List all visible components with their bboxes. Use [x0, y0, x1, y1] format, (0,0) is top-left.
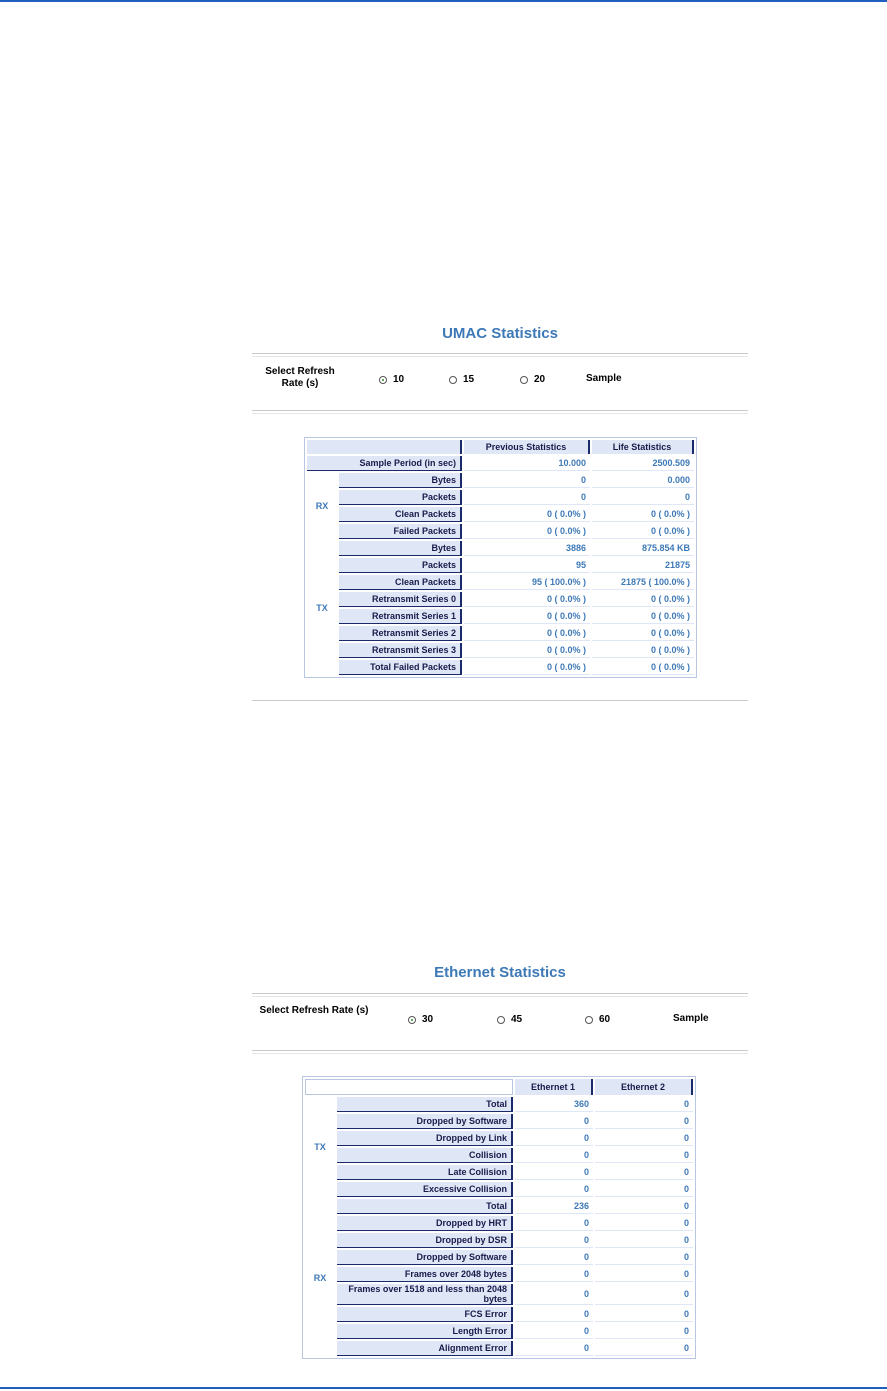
row-label: Bytes — [339, 473, 462, 488]
table-row — [305, 1216, 693, 1231]
umac-mid-divider — [252, 410, 748, 414]
ethernet-top-divider — [252, 993, 748, 997]
rx-group-label: RX — [305, 1199, 335, 1356]
row-prev: 0 ( 0.0% ) — [464, 524, 590, 539]
row-ethernet-2: 0 — [595, 1216, 693, 1231]
table-row — [305, 1284, 693, 1305]
row-ethernet-2: 0 — [595, 1250, 693, 1265]
row-life: 875.854 KB — [592, 541, 694, 556]
row-label: Clean Packets — [339, 575, 462, 590]
row-ethernet-2: 0 — [595, 1324, 693, 1339]
table-row — [305, 1307, 693, 1322]
row-life: 0 — [592, 490, 694, 505]
table-row — [307, 490, 694, 505]
row-label: Collision — [337, 1148, 513, 1163]
umac-refresh-label: Select Refresh Rate (s) — [265, 366, 335, 389]
table-row — [305, 1131, 693, 1146]
header-blank — [307, 440, 462, 454]
ethernet-section — [252, 960, 748, 1380]
row-label: Alignment Error — [337, 1341, 513, 1356]
row-label: Dropped by HRT — [337, 1216, 513, 1231]
row-life: 0.000 — [592, 473, 694, 488]
ethernet-rate-label: 45 — [511, 1014, 523, 1025]
row-ethernet-2: 0 — [595, 1284, 693, 1305]
ethernet-rate-option-2[interactable] — [585, 1014, 610, 1025]
table-row — [307, 507, 694, 522]
row-ethernet-1: 0 — [515, 1165, 593, 1180]
row-prev: 0 ( 0.0% ) — [464, 660, 590, 675]
row-prev: 0 ( 0.0% ) — [464, 626, 590, 641]
row-ethernet-1: 0 — [515, 1182, 593, 1197]
radio-unselected-icon[interactable] — [520, 376, 528, 384]
umac-rate-label: 10 — [393, 374, 405, 385]
row-label: Dropped by DSR — [337, 1233, 513, 1248]
row-ethernet-2: 0 — [595, 1148, 693, 1163]
row-ethernet-2: 0 — [595, 1131, 693, 1146]
row-prev: 0 ( 0.0% ) — [464, 643, 590, 658]
row-prev: 0 ( 0.0% ) — [464, 609, 590, 624]
row-label: Bytes — [339, 541, 462, 556]
ethernet-sample-label: Sample — [673, 1013, 709, 1024]
row-life: 0 ( 0.0% ) — [592, 524, 694, 539]
row-ethernet-1: 236 — [515, 1199, 593, 1214]
header-ethernet-1: Ethernet 1 — [515, 1079, 593, 1095]
row-ethernet-1: 0 — [515, 1341, 593, 1356]
row-label: Excessive Collision — [337, 1182, 513, 1197]
row-label: Dropped by Software — [337, 1250, 513, 1265]
row-label: Total Failed Packets — [339, 660, 462, 675]
ethernet-stats-table — [302, 1076, 696, 1359]
umac-stats-table — [304, 437, 697, 678]
header-life: Life Statistics — [592, 440, 694, 454]
header-previous: Previous Statistics — [464, 440, 590, 454]
row-label: Frames over 1518 and less than 2048 bytes — [337, 1284, 513, 1305]
row-ethernet-2: 0 — [595, 1097, 693, 1112]
table-row — [307, 592, 694, 607]
row-label: Retransmit Series 3 — [339, 643, 462, 658]
umac-rate-label: 20 — [534, 374, 546, 385]
row-prev: 0 ( 0.0% ) — [464, 592, 590, 607]
row-ethernet-1: 0 — [515, 1148, 593, 1163]
ethernet-mid-divider — [252, 1050, 748, 1054]
table-row — [307, 609, 694, 624]
row-prev: 0 ( 0.0% ) — [464, 507, 590, 522]
row-ethernet-2: 0 — [595, 1307, 693, 1322]
table-row — [305, 1233, 693, 1248]
row-label: Dropped by Software — [337, 1114, 513, 1129]
row-prev: 0 — [464, 473, 590, 488]
row-life: 0 ( 0.0% ) — [592, 507, 694, 522]
ethernet-rate-option-1[interactable] — [497, 1014, 522, 1025]
ethernet-refresh-label: Select Refresh Rate (s) — [259, 1005, 369, 1016]
row-label: Retransmit Series 1 — [339, 609, 462, 624]
radio-selected-icon[interactable] — [379, 376, 387, 384]
row-label: Retransmit Series 2 — [339, 626, 462, 641]
table-row — [305, 1182, 693, 1197]
tx-group-label: TX — [307, 541, 337, 675]
row-prev: 3886 — [464, 541, 590, 556]
page-bottom-rule — [0, 1387, 887, 1389]
row-ethernet-2: 0 — [595, 1165, 693, 1180]
row-ethernet-1: 0 — [515, 1131, 593, 1146]
row-ethernet-1: 0 — [515, 1114, 593, 1129]
table-row — [305, 1148, 693, 1163]
umac-sample-label: Sample — [586, 373, 622, 384]
table-row — [307, 541, 694, 556]
row-label: Late Collision — [337, 1165, 513, 1180]
row-life: 0 ( 0.0% ) — [592, 643, 694, 658]
row-life: 0 ( 0.0% ) — [592, 609, 694, 624]
row-label: Total — [337, 1097, 513, 1112]
umac-title: UMAC Statistics — [442, 325, 558, 342]
row-life: 0 ( 0.0% ) — [592, 592, 694, 607]
rx-group-label: RX — [307, 473, 337, 539]
row-life: 21875 ( 100.0% ) — [592, 575, 694, 590]
row-ethernet-1: 0 — [515, 1233, 593, 1248]
row-ethernet-1: 0 — [515, 1250, 593, 1265]
sample-period-prev: 10.000 — [464, 456, 590, 471]
table-row — [305, 1324, 693, 1339]
table-row — [307, 660, 694, 675]
row-ethernet-2: 0 — [595, 1267, 693, 1282]
table-row — [307, 558, 694, 573]
umac-rate-label: 15 — [463, 374, 475, 385]
row-life: 0 ( 0.0% ) — [592, 660, 694, 675]
header-ethernet-2: Ethernet 2 — [595, 1079, 693, 1095]
umac-rate-option-2[interactable] — [520, 374, 545, 385]
row-label: Total — [337, 1199, 513, 1214]
row-ethernet-2: 0 — [595, 1341, 693, 1356]
row-ethernet-1: 0 — [515, 1324, 593, 1339]
table-row — [305, 1250, 693, 1265]
table-row — [305, 1341, 693, 1356]
row-label: FCS Error — [337, 1307, 513, 1322]
row-prev: 95 — [464, 558, 590, 573]
radio-unselected-icon[interactable] — [585, 1016, 593, 1024]
umac-rate-option-0[interactable] — [379, 374, 404, 385]
row-ethernet-1: 0 — [515, 1216, 593, 1231]
row-ethernet-2: 0 — [595, 1114, 693, 1129]
row-label: Packets — [339, 558, 462, 573]
table-row — [305, 1097, 693, 1112]
table-row — [305, 1165, 693, 1180]
row-ethernet-2: 0 — [595, 1233, 693, 1248]
table-row — [307, 575, 694, 590]
row-life: 21875 — [592, 558, 694, 573]
row-label: Retransmit Series 0 — [339, 592, 462, 607]
header-blank — [305, 1079, 513, 1095]
umac-section — [252, 320, 748, 705]
row-ethernet-1: 0 — [515, 1307, 593, 1322]
page-top-rule — [0, 0, 887, 2]
table-row — [307, 524, 694, 539]
row-prev: 0 — [464, 490, 590, 505]
ethernet-rate-label: 60 — [599, 1014, 611, 1025]
ethernet-title: Ethernet Statistics — [434, 964, 566, 981]
row-ethernet-1: 0 — [515, 1267, 593, 1282]
row-label: Frames over 2048 bytes — [337, 1267, 513, 1282]
table-row — [307, 473, 694, 488]
row-ethernet-2: 0 — [595, 1182, 693, 1197]
ethernet-rate-option-0[interactable] — [408, 1014, 433, 1025]
row-label: Failed Packets — [339, 524, 462, 539]
table-row — [307, 626, 694, 641]
row-label: Clean Packets — [339, 507, 462, 522]
row-label: Length Error — [337, 1324, 513, 1339]
row-ethernet-2: 0 — [595, 1199, 693, 1214]
tx-group-label: TX — [305, 1097, 335, 1197]
umac-top-divider — [252, 353, 748, 357]
sample-period-life: 2500.509 — [592, 456, 694, 471]
table-row — [305, 1199, 693, 1214]
row-life: 0 ( 0.0% ) — [592, 626, 694, 641]
row-ethernet-1: 360 — [515, 1097, 593, 1112]
row-ethernet-1: 0 — [515, 1284, 593, 1305]
radio-selected-icon[interactable] — [408, 1016, 416, 1024]
sample-period-label: Sample Period (in sec) — [307, 456, 462, 471]
row-label: Dropped by Link — [337, 1131, 513, 1146]
table-row — [305, 1267, 693, 1282]
row-label: Packets — [339, 490, 462, 505]
row-prev: 95 ( 100.0% ) — [464, 575, 590, 590]
radio-unselected-icon[interactable] — [497, 1016, 505, 1024]
umac-rate-option-1[interactable] — [449, 374, 474, 385]
ethernet-rate-label: 30 — [422, 1014, 434, 1025]
umac-bottom-divider — [252, 700, 748, 702]
table-row — [305, 1114, 693, 1129]
table-row — [307, 643, 694, 658]
radio-unselected-icon[interactable] — [449, 376, 457, 384]
